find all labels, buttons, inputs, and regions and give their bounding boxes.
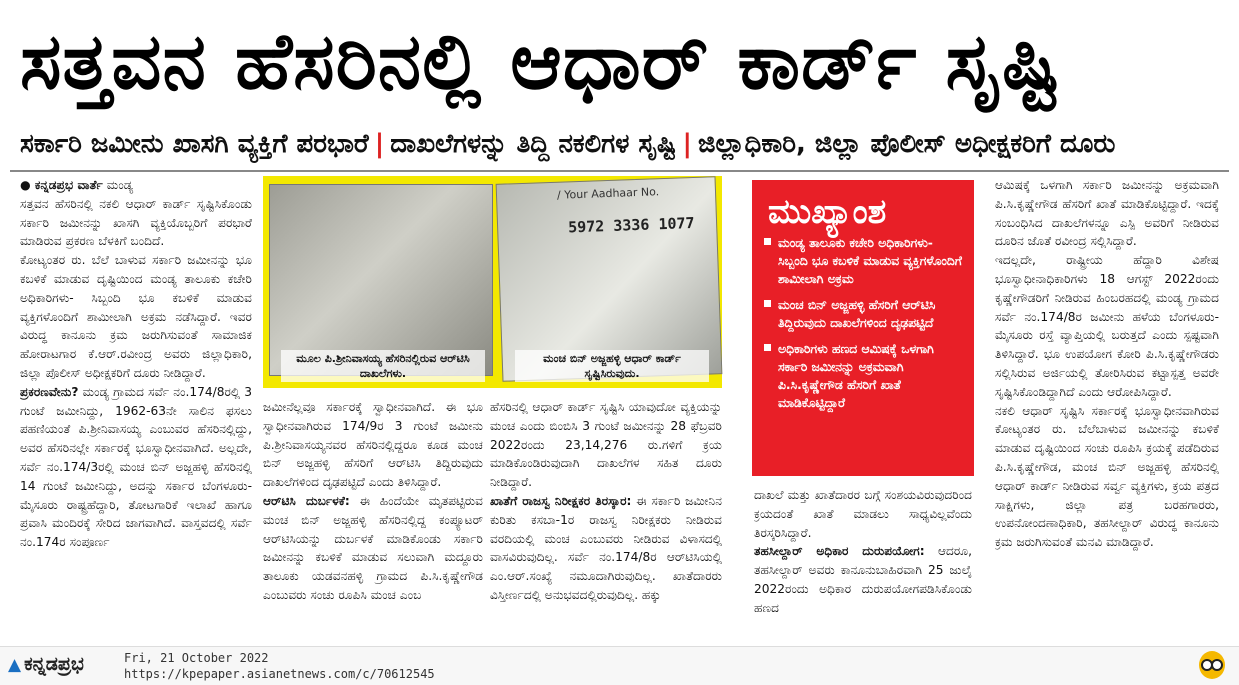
paragraph: ಇದಲ್ಲದೇ, ರಾಷ್ಟ್ರೀಯ ಹೆದ್ದಾರಿ ವಿಶೇಷ ಭೂಸ್ವಾಧೀನಾಧಿಕಾರಿಗಳು 18 ಆಗಸ್ಟ್ 2022ರಂದು ಕೃಷ್ಣೇಗೌಡರಿಗೆ ನೀಡಿರುವ ಹಿಂಬರಹದಲ್ಲಿ ಮಂಡ್ಯ ಗ್ರಾಮದ ಸರ್ವೆ ನಂ.174/8ರ ಜಮೀನು ಹಳೆಯ ಬೆಂಗಳೂರು-ಮೈಸೂರು ರಸ್ತೆ ವ್ಯಾಪ್ತಿಯಲ್ಲಿ ಬರುತ್ತದೆ ಎಂದು ಸ್ಪಷ್ಟವಾಗಿ ತಿಳಿಸಿದ್ದಾರೆ. ಭೂ ಉಪಯೋಗ ಕೋರಿ ಪಿ.ಸಿ.ಕೃಷ್ಣೇಗೌಡರು ಸಲ್ಲಿಸಿರುವ ಅರ್ಜಿಯಲ್ಲಿ ತೋರಿಸಿರುವ ಕಟ್ಟಾಸ್ಪತ್ತ ಅವರೇ ಸೃಷ್ಟಿಸಿಕೊಂಡಿದ್ದಾಗಿದೆ ಎಂದು ಆರೋಪಿಸಿದ್ದಾರೆ. — [995, 253, 1219, 399]
paragraph: ಕೋಟ್ಯಂತರ ರು. ಬೆಲೆ ಬಾಳುವ ಸರ್ಕಾರಿ ಜಮೀನನ್ನು ಭೂ ಕಬಳಿಕೆ ಮಾಡುವ ದೃಷ್ಟಿಯಿಂದ ಮಂಡ್ಯ ತಾಲೂಕು ಕಚೇರಿ ಅಧಿಕಾರಿಗಳು- ಸಿಬ್ಬಂದಿ ಭೂ ಕಬಳಿಕೆ ಮಾಡುವ ವ್ಯಕ್ತಿಗಳೊಂದಿಗೆ ಶಾಮೀಲಾಗಿ ಅಕ್ರಮ ನಡೆಸಿದ್ದಾರೆ. ಇವರ ವಿರುದ್ಧ ಕಾನೂನು ಕ್ರಮ ಜರುಗಿಸುವಂತೆ ಸಾಮಾಜಿಕ ಹೋರಾಟಗಾರ ಕೆ.ಆರ್.ರವೀಂದ್ರ ಅವರು ಜಿಲ್ಲಾಧಿಕಾರಿ, ಜಿಲ್ಲಾ ಪೊಲೀಸ್ ಅಧೀಕ್ಷಕರಿಗೆ ದೂರು ನೀಡಿದ್ದಾರೆ. — [20, 253, 252, 380]
section-lead: ಖಾತೆಗೆ ರಾಜಸ್ವ ನಿರೀಕ್ಷಕರ ತಿರಸ್ಕಾರ: — [490, 493, 632, 508]
paragraph: ಈ ಹಿಂದೆಯೇ ಮೃತಪಟ್ಟಿರುವ ಮಂಚ ಬಿನ್ ಅಜ್ಜಹಳ್ಳಿ ಹೆಸರಿನಲ್ಲಿದ್ದ ಕಂಪ್ಯೂಟರ್ ಆರ್‌ಟಿಸಿಯನ್ನು ದುರ್ಬಳಕೆ ಮಾಡಿಕೊಂಡು ಸರ್ಕಾರಿ ಜಮೀನನ್ನು ಕಬಳಿಕೆ ಮಾಡುವ ಸಲುವಾಗಿ ಮದ್ದೂರು ತಾಲೂಕು ಯಡವನಹಳ್ಳಿ ಗ್ರಾಮದ ಪಿ.ಸಿ.ಕೃಷ್ಣೇಗೌಡ ಎಂಬುವರು ಸಂಚು ರೂಪಿಸಿ ಮಂಚ ಎಂಬ — [263, 493, 483, 602]
square-bullet-icon — [764, 238, 771, 245]
section-lead: ಪ್ರಕರಣವೇನು? — [20, 384, 79, 399]
subhead-2: ದಾಖಲೆಗಳನ್ನು ತಿದ್ದಿ ನಕಲಿಗಳ ಸೃಷ್ಟಿ — [390, 129, 677, 159]
highlight-item: ಮಂಚ ಬಿನ್ ಅಜ್ಜಹಳ್ಳಿ ಹೆಸರಿಗೆ ಆರ್‌ಟಿಸಿ ತಿದ್ದಿರುವುದು ದಾಖಲೆಗಳಿಂದ ದೃಢಪಟ್ಟಿದೆ — [764, 296, 964, 332]
photo-caption-1: ಮೂಲ ಪಿ.ಶ್ರೀನಿವಾಸಯ್ಯ ಹೆಸರಿನಲ್ಲಿರುವ ಆರ್‌ಟಿಸಿ ದಾಖಲೆಗಳು. — [281, 350, 485, 382]
article-column-2 — [263, 398, 483, 636]
footer — [0, 646, 1239, 685]
edition-url[interactable]: https://kpepaper.asianetnews.com/c/70612545 — [124, 667, 435, 681]
logo-triangle-icon: ▲ — [8, 655, 22, 675]
edition-meta — [124, 650, 435, 682]
paragraph: ಹೆಸರಿನಲ್ಲಿ ಆಧಾರ್ ಕಾರ್ಡ್ ಸೃಷ್ಟಿಸಿ ಯಾವುದೋ ವ್ಯಕ್ತಿಯನ್ನು ಮಂಚ ಎಂದು ಬಿಂಬಿಸಿ 3 ಗುಂಟೆ ಜಮೀನನ್ನು 28 ಫೆಬ್ರವರಿ 2022ರಂದು 23,14,276 ರು.ಗಳಿಗೆ ಕ್ರಯ ಮಾಡಿಕೊಂಡಿರುವುದಾಗಿ ದಾಖಲೆಗಳ ಸಹಿತ ದೂರು ನೀಡಿದ್ದಾರೆ. — [490, 400, 722, 490]
article-column-1: ● ಕನ್ನಡಪ್ರಭ ವಾರ್ತೆ ಮಂಡ್ಯ ಸತ್ತವನ ಹೆಸರಿನಲ್ಲಿ ನಕಲಿ ಆಧಾರ್ ಕಾರ್ಡ್ ಸೃಷ್ಟಿಸಿಕೊಂಡು ಸರ್ಕಾರಿ ಜಮೀನನ್ನು ಖಾಸಗಿ ವ್ಯಕ್ತಿಯೊಬ್ಬರಿಗೆ ಪರಭಾರೆ ಮಾಡಿರುವ ಪ್ರಕರಣ ಬೆಳಕಿಗೆ ಬಂದಿದೆ. ಕೋಟ್ಯಂತರ ರು. ಬೆಲೆ ಬಾಳುವ ಸರ್ಕಾರಿ ಜಮೀನನ್ನು ಭೂ ಕಬಳಿಕೆ ಮಾಡುವ ದೃಷ್ಟಿಯಿಂದ ಮಂಡ್ಯ ತಾಲೂಕು ಕಚೇರಿ ಅಧಿಕಾರಿಗಳು- ಸಿಬ್ಬಂದಿ ಭೂ ಕಬಳಿಕೆ ಮಾಡುವ ವ್ಯಕ್ತಿಗಳೊಂದಿಗೆ ಶಾಮೀಲಾಗಿ ಅಕ್ರಮ ನಡೆಸಿದ್ದಾರೆ. ಇವರ ವಿರುದ್ಧ ಕಾನೂನು ಕ್ರಮ ಜರುಗಿಸುವಂತೆ ಸಾಮಾಜಿಕ ಹೋರಾಟಗಾರ ಕೆ.ಆರ್.ರವೀಂದ್ರ ಅವರು ಜಿಲ್ಲಾಧಿಕಾರಿ, ಜಿಲ್ಲಾ ಪೊಲೀಸ್ ಅಧೀಕ್ಷಕರಿಗೆ ದೂರು ನೀಡಿದ್ದಾರೆ. ಪ್ರಕರಣವೇನು? ಮಂಡ್ಯ ಗ್ರಾಮದ ಸರ್ವೆ ನಂ.174/8ರಲ್ಲಿ 3 ಗುಂಟೆ ಜಮೀನಿದ್ದು, 1962-63ನೇ ಸಾಲಿನ ಫಸಲು ಪಹಣಿಯಂತೆ ಪಿ.ಶ್ರೀನಿವಾಸಯ್ಯ ಎಂಬುವರ ಹೆಸರಿನಲ್ಲಿದ್ದು, ಅವರ ಹೆಸರಿನಲ್ಲೇ ಸರ್ಕಾರಕ್ಕೆ ಭೂಸ್ವಾಧೀನವಾಗಿದೆ. ಅಲ್ಲದೇ, ಸರ್ವೆ ನಂ.174/3ರಲ್ಲಿ ಮಂಚ ಬಿನ್ ಅಜ್ಜಹಳ್ಳಿ ಹೆಸರಿನಲ್ಲಿ 14 ಗುಂಟೆ ಜಮೀನಿದ್ದು, ಅದನ್ನು ಸರ್ಕಾರ ಬೆಂಗಳೂರು-ಮೈಸೂರು ರಾಷ್ಟ್ರಹೆದ್ದಾರಿ, ತೋಟಗಾರಿಕೆ ಇಲಾಖೆ ಹಾಗೂ ಪ್ರವಾಸಿ ಮಂದಿರಕ್ಕೆ ಸೇರಿದ ಜಾಗವಾಗಿದೆ. ವಾಸ್ತವದಲ್ಲಿ ಸರ್ವೆ ನಂ.174ರ ಸಂಪೂರ್ಣ — [20, 178, 252, 550]
card-header: / Your Aadhaar No. — [556, 185, 660, 202]
subhead-separator: | — [374, 129, 385, 159]
owl-mascot-icon — [1199, 651, 1225, 679]
photo-panel — [263, 176, 722, 388]
subhead-3: ಜಿಲ್ಲಾಧಿಕಾರಿ, ಜಿಲ್ಲಾ ಪೊಲೀಸ್ ಅಧೀಕ್ಷಕರಿಗೆ ದೂರು — [697, 129, 1116, 159]
subhead-1: ಸರ್ಕಾರಿ ಜಮೀನು ಖಾಸಗಿ ವ್ಯಕ್ತಿಗೆ ಪರಭಾರೆ — [20, 129, 369, 159]
paragraph: ನಕಲಿ ಆಧಾರ್ ಸೃಷ್ಟಿಸಿ ಸರ್ಕಾರಕ್ಕೆ ಭೂಸ್ವಾಧೀನವಾಗಿರುವ ಕೋಟ್ಯಂತರ ರು. ಬೆಲೆಬಾಳುವ ಜಮೀನನ್ನು ಕಬಳಿಕೆ ಮಾಡುವ ದೃಷ್ಟಿಯಿಂದ ಸಂಚು ರೂಪಿಸಿ ಕ್ರಯಕ್ಕೆ ಪಡೆದಿರುವ ಪಿ.ಸಿ.ಕೃಷ್ಣೇಗೌಡ, ಮಂಚ ಬಿನ್ ಅಜ್ಜಹಳ್ಳಿ ಹೆಸರಿನಲ್ಲಿ ಆಧಾರ್ ಕಾರ್ಡ್ ನೀಡಿರುವ ಸರ್ವ್ವ ವ್ಯಕ್ತಿಗಳು, ಕ್ರಯ ಪತ್ರದ ಸಾಕ್ಷಿಗಳು, ಜಿಲ್ಲಾ ಪತ್ರ ಬರಹಗಾರರು, ಉಪನೋಂದಣಾಧಿಕಾರಿ, ತಹಸೀಲ್ದಾರ್ ವಿರುದ್ಧ ಕಾನೂನು ಕ್ರಮ ಜರುಗಿಸುವಂತೆ ಮನವಿ ಮಾಡಿದ್ದಾರೆ. — [995, 403, 1219, 550]
headline: ಸತ್ತವನ ಹೆಸರಿನಲ್ಲಿ ಆಧಾರ್ ಕಾರ್ಡ್ ಸೃಷ್ಟಿ — [20, 17, 1062, 107]
square-bullet-icon — [764, 344, 771, 351]
square-bullet-icon — [764, 300, 771, 307]
edition-date: Fri, 21 October 2022 — [124, 651, 269, 665]
subheadline — [20, 124, 1225, 164]
highlights-title: ಮುಖ್ಯಾಂಶ — [768, 192, 887, 232]
divider — [10, 170, 1229, 172]
section-lead: ತಹಸೀಲ್ದಾರ್ ಅಧಿಕಾರ ದುರುಪಯೋಗ: — [754, 544, 925, 559]
highlight-item: ಅಧಿಕಾರಿಗಳು ಹಣದ ಆಮಿಷಕ್ಕೆ ಒಳಗಾಗಿ ಸರ್ಕಾರಿ ಜಮೀನನ್ನು ಅಕ್ರಮವಾಗಿ ಪಿ.ಸಿ.ಕೃಷ್ಣೇಗೌಡ ಹೆಸರಿಗೆ ಖಾತೆ ಮಾಡಿಕೊಟ್ಟಿದ್ದಾರೆ — [764, 340, 964, 412]
byline-place: ಮಂಡ್ಯ — [106, 178, 134, 192]
rtc-document-photo — [269, 184, 493, 376]
article-column-5 — [995, 176, 1219, 636]
paragraph: ದಾಖಲೆ ಮತ್ತು ಖಾತೆದಾರರ ಬಗ್ಗೆ ಸಂಶಯವಿರುವುದರಿಂದ ಕ್ರಯದಂತೆ ಖಾತೆ ಮಾಡಲು ಸಾಧ್ಯವಿಲ್ಲವೆಂದು ತಿರಸ್ಕರಿಸಿದ್ದಾರೆ. — [754, 488, 972, 540]
highlights-box — [752, 180, 974, 476]
highlight-item: ಮಂಡ್ಯ ತಾಲೂಕು ಕಚೇರಿ ಅಧಿಕಾರಿಗಳು- ಸಿಬ್ಬಂದಿ ಭೂ ಕಬಳಿಕೆ ಮಾಡುವ ವ್ಯಕ್ತಿಗಳೊಂದಿಗೆ ಶಾಮೀಲಾಗಿ ಅಕ್ರಮ — [764, 234, 964, 288]
publication-logo[interactable]: ▲ ಕನ್ನಡಪ್ರಭ — [8, 653, 84, 675]
paragraph: ಮಂಡ್ಯ ಗ್ರಾಮದ ಸರ್ವೆ ನಂ.174/8ರಲ್ಲಿ 3 ಗುಂಟೆ ಜಮೀನಿದ್ದು, 1962-63ನೇ ಸಾಲಿನ ಫಸಲು ಪಹಣಿಯಂತೆ ಪಿ.ಶ್ರೀನಿವಾಸಯ್ಯ ಎಂಬುವರ ಹೆಸರಿನಲ್ಲಿದ್ದು, ಅವರ ಹೆಸರಿನಲ್ಲೇ ಸರ್ಕಾರಕ್ಕೆ ಭೂಸ್ವಾಧೀನವಾಗಿದೆ. ಅಲ್ಲದೇ, ಸರ್ವೆ ನಂ.174/3ರಲ್ಲಿ ಮಂಚ ಬಿನ್ ಅಜ್ಜಹಳ್ಳಿ ಹೆಸರಿನಲ್ಲಿ 14 ಗುಂಟೆ ಜಮೀನಿದ್ದು, ಅದನ್ನು ಸರ್ಕಾರ ಬೆಂಗಳೂರು-ಮೈಸೂರು ರಾಷ್ಟ್ರಹೆದ್ದಾರಿ, ತೋಟಗಾರಿಕೆ ಇಲಾಖೆ ಹಾಗೂ ಪ್ರವಾಸಿ ಮಂದಿರಕ್ಕೆ ಸೇರಿದ ಜಾಗವಾಗಿದೆ. ವಾಸ್ತವದಲ್ಲಿ ಸರ್ವೆ ನಂ.174ರ ಸಂಪೂರ್ಣ — [20, 384, 252, 550]
paragraph: ಜಮೀನೆಲ್ಲವೂ ಸರ್ಕಾರಕ್ಕೆ ಸ್ವಾಧೀನವಾಗಿದೆ. ಈ ಭೂ ಸ್ವಾಧೀನವಾಗಿರುವ 174/9ರ 3 ಗುಂಟೆ ಜಮೀನು ಪಿ.ಶ್ರೀನಿವಾಸಯ್ಯನವರ ಹೆಸರಿನಲ್ಲಿದ್ದರೂ ಕೂಡ ಮಂಚ ಬಿನ್ ಅಜ್ಜಹಳ್ಳಿ ಹೆಸರಿಗೆ ಆರ್‌ಟಿಸಿ ತಿದ್ದಿರುವುದು ದಾಖಲೆಗಳಿಂದ ದೃಢಪಟ್ಟಿದೆ ಎಂದು ತಿಳಿಸಿದ್ದಾರೆ. — [263, 400, 483, 490]
paragraph: ಸತ್ತವನ ಹೆಸರಿನಲ್ಲಿ ನಕಲಿ ಆಧಾರ್ ಕಾರ್ಡ್ ಸೃಷ್ಟಿಸಿಕೊಂಡು ಸರ್ಕಾರಿ ಜಮೀನನ್ನು ಖಾಸಗಿ ವ್ಯಕ್ತಿಯೊಬ್ಬರಿಗೆ ಪರಭಾರೆ ಮಾಡಿರುವ ಪ್ರಕರಣ ಬೆಳಕಿಗೆ ಬಂದಿದೆ. — [20, 196, 252, 249]
article-column-4 — [754, 486, 972, 636]
paragraph: ಆದರೂ, ತಹಸೀಲ್ದಾರ್ ಅವರು ಕಾನೂನುಬಾಹಿರವಾಗಿ 25 ಜುಲೈ 2022ರಂದು ಅಧಿಕಾರ ದುರುಪಯೋಗಪಡಿಸಿಕೊಂಡು ಹಣದ — [754, 544, 972, 615]
paragraph: ಈ ಸರ್ಕಾರಿ ಜಮೀನಿನ ಕುರಿತು ಕಸಬಾ-1ರ ರಾಜಸ್ವ ನಿರೀಕ್ಷಕರು ನೀಡಿರುವ ವರದಿಯಲ್ಲಿ ಮಂಚ ಎಂಬುವರು ನೀಡಿರುವ ವಿಳಾಸದಲ್ಲಿ ವಾಸವಿರುವುದಿಲ್ಲ. ಸರ್ವೆ ನಂ.174/8ರ ಆರ್‌ಟಿಸಿಯಲ್ಲಿ ಎಂ.ಆರ್.ಸಂಖ್ಯೆ ನಮೂದಾಗಿರುವುದಿಲ್ಲ. ಖಾತೆದಾರರು ವಿಸ್ತೀರ್ಣದಲ್ಲಿ ಅನುಭವದಲ್ಲಿರುವುದಿಲ್ಲ. ಹಕ್ಕು — [490, 493, 722, 602]
photo-caption-2: ಮಂಚ ಬಿನ್ ಅಜ್ಜಹಳ್ಳಿ ಆಧಾರ್ ಕಾರ್ಡ್ ಸೃಷ್ಟಿಸಿರುವುದು. — [515, 350, 709, 382]
byline-source: ಕನ್ನಡಪ್ರಭ ವಾರ್ತೆ — [34, 178, 103, 192]
paragraph: ಆಮಿಷಕ್ಕೆ ಒಳಗಾಗಿ ಸರ್ಕಾರಿ ಜಮೀನನ್ನು ಅಕ್ರಮವಾಗಿ ಪಿ.ಸಿ.ಕೃಷ್ಣೇಗೌಡ ಹೆಸರಿಗೆ ಖಾತೆ ಮಾಡಿಕೊಟ್ಟಿದ್ದಾರೆ. ಇದಕ್ಕೆ ಸಂಬಂಧಿಸಿದ ದಾಖಲೆಗಳನ್ನೂ ಎಸ್ಪಿ ಅವರಿಗೆ ನೀಡಿರುವ ದೂರಿನ ಜೊತೆ ರವೀಂದ್ರ ಸಲ್ಲಿಸಿದ್ದಾರೆ. — [995, 178, 1219, 249]
article-column-3 — [490, 398, 722, 636]
aadhaar-number: 5972 3336 1077 — [567, 213, 695, 237]
subhead-separator: | — [682, 129, 692, 159]
section-lead: ಆರ್‌ಟಿಸಿ ದುರ್ಬಳಕೆ: — [263, 493, 350, 508]
